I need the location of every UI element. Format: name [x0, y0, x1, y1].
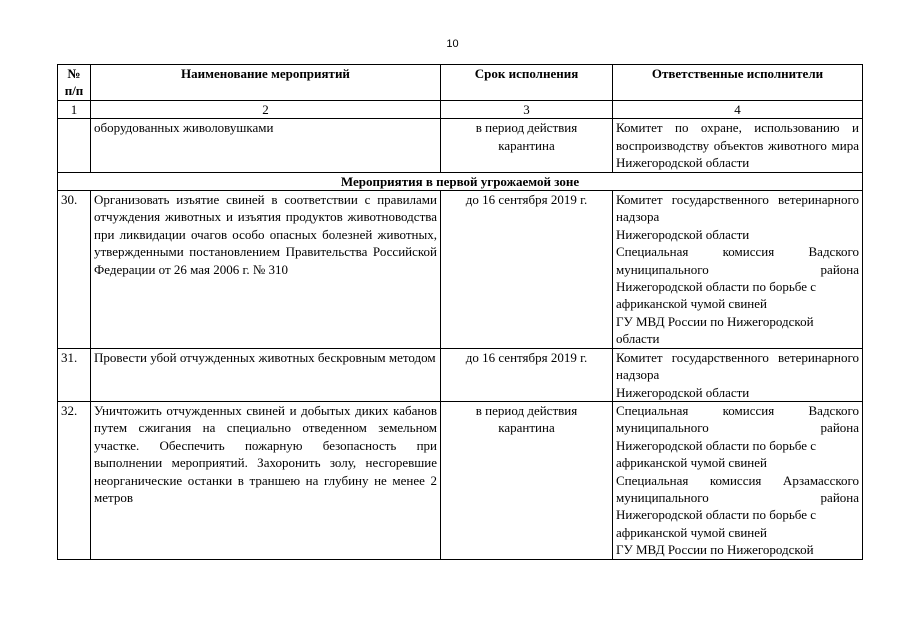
table-header-row: [58, 65, 863, 101]
header-term: Срок исполнения: [441, 65, 613, 101]
row-number: 30.: [58, 191, 91, 349]
column-index: 1: [58, 101, 91, 119]
responsible-line: Нижегородской области: [616, 384, 750, 400]
column-index: 3: [441, 101, 613, 119]
responsible-line: ГУ МВД России по Нижегородской: [616, 313, 814, 329]
row-measure: Провести убой отчужденных животных бескровным методом: [91, 348, 441, 401]
header-number-line: п/п: [64, 83, 84, 99]
row-responsible: [613, 191, 863, 349]
header-number: [58, 65, 91, 101]
row-term: [441, 401, 613, 559]
column-index: 2: [91, 101, 441, 119]
responsible-line: Нижегородской области по борьбе с: [616, 437, 816, 453]
measures-table: [57, 64, 863, 560]
continuation-responsible: Комитет по охране, использованию и воспроизводству объектов животного мира Нижегородской области: [613, 119, 863, 172]
continuation-term: [441, 119, 613, 172]
section-row: [58, 172, 863, 190]
column-index-row: [58, 101, 863, 119]
row-number: 32.: [58, 401, 91, 559]
responsible-line: Специальная комиссия Арзамасского муниципального района: [616, 472, 859, 505]
row-measure: Организовать изъятие свиней в соответствии с правилами отчуждения животных и изъятия продуктов животноводства при ликвидации очагов особо опасных болезней животных, утвержденными постановлением Правительства Российской Федерации от 26 мая 2006 г. № 310: [91, 191, 441, 349]
row-measure: Уничтожить отчужденных свиней и добытых диких кабанов путем сжигания на специально отведенном земельном участке. Обеспечить пожарную безопасность при выполнении мероприятий. Захоронить золу, несгоревшие неорганические останки в траншею на глубину не менее 2 метров: [91, 401, 441, 559]
row-term: [441, 348, 613, 401]
row-responsible: [613, 401, 863, 559]
table-row: [58, 191, 863, 349]
row-term: [441, 191, 613, 349]
term-line: до 16 сентября 2019 г.: [465, 349, 588, 365]
responsible-line: Нижегородской области: [616, 226, 750, 242]
term-line: в период действия: [475, 402, 578, 418]
responsible-line: африканской чумой свиней: [616, 296, 767, 312]
row-responsible: [613, 348, 863, 401]
responsible-line: африканской чумой свиней: [616, 524, 767, 540]
responsible-line: Нижегородской области по борьбе с: [616, 279, 816, 295]
continuation-name: оборудованных живоловушками: [91, 119, 441, 172]
section-title: Мероприятия в первой угрожаемой зоне: [58, 172, 863, 190]
page-number: 10: [446, 38, 459, 50]
term-line: карантина: [498, 420, 555, 436]
responsible-line: Специальная комиссия Вадского муниципального района: [616, 244, 859, 277]
term-line: до 16 сентября 2019 г.: [465, 192, 588, 208]
responsible-line: ГУ МВД России по Нижегородской: [616, 542, 814, 558]
responsible-line: африканской чумой свиней: [616, 455, 767, 471]
term-line: в период действия: [475, 120, 578, 136]
responsible-line: Комитет государственного ветеринарного надзора: [616, 192, 859, 225]
table-row: [58, 401, 863, 559]
column-index: 4: [613, 101, 863, 119]
header-number-line: №: [67, 66, 81, 81]
responsible-line: Специальная комиссия Вадского муниципального района: [616, 402, 859, 436]
header-name: Наименование мероприятий: [91, 65, 441, 101]
continuation-number: [58, 119, 91, 172]
row-number: 31.: [58, 348, 91, 401]
responsible-line: Комитет государственного ветеринарного надзора: [616, 349, 859, 383]
table-row: [58, 348, 863, 401]
header-responsible: Ответственные исполнители: [613, 65, 863, 101]
term-line: карантина: [498, 137, 555, 153]
responsible-line: Нижегородской области по борьбе с: [616, 507, 816, 523]
continuation-row: [58, 119, 863, 172]
responsible-line: области: [616, 331, 660, 347]
measures-rows: [58, 191, 863, 560]
